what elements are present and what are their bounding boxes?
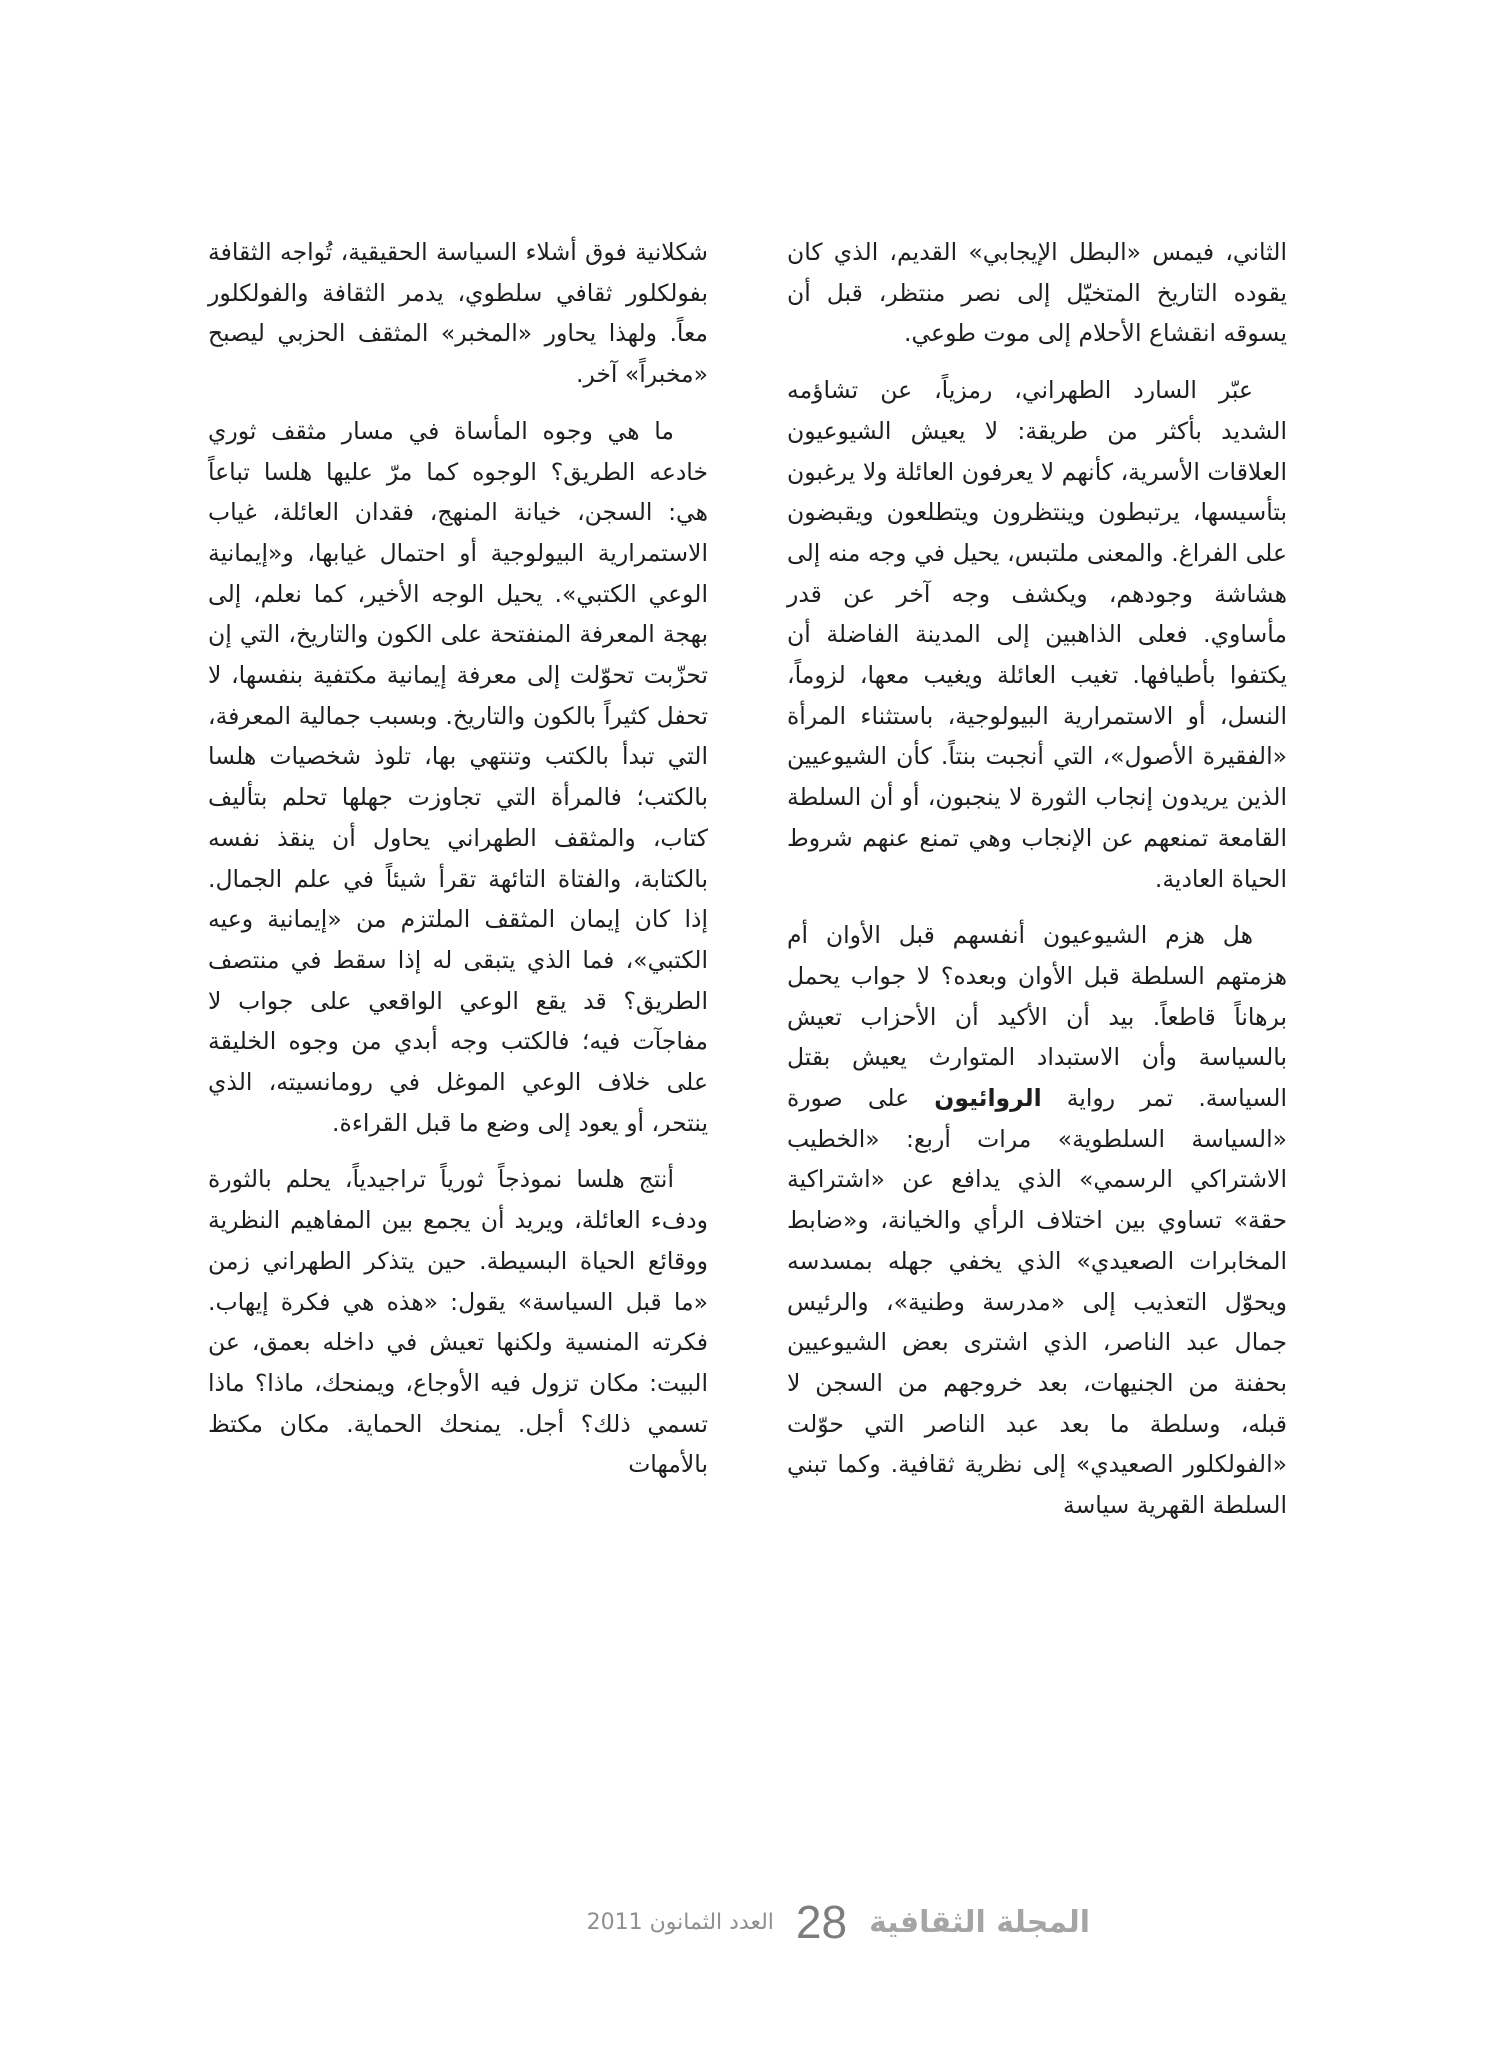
left-column bbox=[208, 232, 708, 1501]
paragraph bbox=[787, 915, 1287, 1526]
issue-label: العدد الثمانون 2011 bbox=[586, 1909, 774, 1935]
paragraph: ما هي وجوه المأساة في مسار مثقف ثوري خادعه الطريق؟ الوجوه كما مرّ عليها هلسا تباعاً هي: السجن، خيانة المنهج، فقدان العائلة، غياب الاستمرارية البيولوجية أو احتمال غيابها، و«إيمانية الوعي الكتبي». يحيل الوجه الأخير، كما نعلم، إلى بهجة المعرفة المنفتحة على الكون والتاريخ، التي إن تحزّبت تحوّلت إلى معرفة إيمانية مكتفية بنفسها، لا تحفل كثيراً بالكون والتاريخ. وبسبب جمالية المعرفة، التي تبدأ بالكتب وتنتهي بها، تلوذ شخصيات هلسا بالكتب؛ فالمرأة التي تجاوزت جهلها تحلم بتأليف كتاب، والمثقف الطهراني يحاول أن ينقذ نفسه بالكتابة، والفتاة التائهة تقرأ شيئاً في علم الجمال. إذا كان إيمان المثقف الملتزم من «إيمانية وعيه الكتبي»، فما الذي يتبقى له إذا سقط في منتصف الطريق؟ قد يقع الوعي الواقعي على جواب لا مفاجآت فيه؛ فالكتب وجه أبدي من وجوه الخليقة على خلاف الوعي الموغل في رومانسيته، الذي ينتحر، أو يعود إلى وضع ما قبل القراءة. bbox=[208, 416, 708, 1137]
magazine-logo: المجلة الثقافية bbox=[869, 1904, 1090, 1940]
paragraph-text: على صورة «السياسة السلطوية» مرات أربع: «الخطيب الاشتراكي الرسمي» الذي يدافع عن «اشتراكية حقة» تساوي بين اختلاف الرأي والخيانة، و«ضابط المخابرات الصعيدي» الذي يخفي جهله بمسدسه ويحوّل التعذيب إلى «مدرسة وطنية»، والرئيس جمال عبد الناصر، الذي اشترى بعض الشيوعيين بحفنة من الجنيهات، بعد خروجهم من السجن لا قبله، وسلطة ما بعد عبد الناصر التي حوّلت «الفولكلور الصعيدي» إلى نظرية ثقافية. وكما تبني السلطة القهرية سياسة bbox=[787, 1084, 1287, 1520]
right-column bbox=[787, 232, 1287, 1542]
page-footer bbox=[430, 1892, 1090, 1952]
paragraph: أنتج هلسا نموذجاً ثورياً تراجيدياً، يحلم بالثورة ودفء العائلة، ويريد أن يجمع بين المفاهيم النظرية ووقائع الحياة البسيطة. حين يتذكر الطهراني زمن «ما قبل السياسة» يقول: «هذه هي فكرة إيهاب. فكرته المنسية ولكنها تعيش في داخله بعمق، عن البيت: مكان تزول فيه الأوجاع، ويمنحك، ماذا؟ ماذا تسمي ذلك؟ أجل. يمنحك الحماية. مكان مكتظ بالأمهات bbox=[208, 1165, 708, 1479]
paragraph: الثاني، فيمس «البطل الإيجابي» القديم، الذي كان يقوده التاريخ المتخيّل إلى نصر منتظر، قبل أن يسوقه انقشاع الأحلام إلى موت طوعي. bbox=[787, 238, 1287, 348]
page-number: 28 bbox=[795, 1896, 848, 1948]
paragraph: شكلانية فوق أشلاء السياسة الحقيقية، تُواجه الثقافة بفولكلور ثقافي سلطوي، يدمر الثقافة والفولكلور معاً. ولهذا يحاور «المخبر» المثقف الحزبي ليصبح «مخبراً» آخر. bbox=[208, 238, 708, 389]
paragraph: عبّر السارد الطهراني، رمزياً، عن تشاؤمه الشديد بأكثر من طريقة: لا يعيش الشيوعيون العلاقات الأسرية، كأنهم لا يعرفون العائلة ولا يرغبون بتأسيسها، يرتبطون وينتظرون ويتطلعون ويقبضون على الفراغ. والمعنى ملتبس، يحيل في وجه منه إلى هشاشة وجودهم، ويكشف وجه آخر عن قدر مأساوي. فعلى الذاهبين إلى المدينة الفاضلة أن يكتفوا بأطيافها. تغيب العائلة ويغيب معها، لزوماً، النسل، أو الاستمرارية البيولوجية، باستثناء المرأة «الفقيرة الأصول»، التي أنجبت بنتاً. كأن الشيوعيين الذين يريدون إنجاب الثورة لا ينجبون، أو أن السلطة القامعة تمنعهم عن الإنجاب وهي تمنع عنهم شروط الحياة العادية. bbox=[787, 376, 1287, 893]
paragraph-text: هل هزم الشيوعيون أنفسهم قبل الأوان أم هزمتهم السلطة قبل الأوان وبعده؟ لا جواب يحمل برهاناً قاطعاً. بيد أن الأكيد أن الأحزاب تعيش بالسياسة وأن الاستبداد المتوارث يعيش بقتل السياسة. تمر رواية bbox=[787, 921, 1287, 1113]
novel-title: الروائيون bbox=[934, 1084, 1042, 1113]
